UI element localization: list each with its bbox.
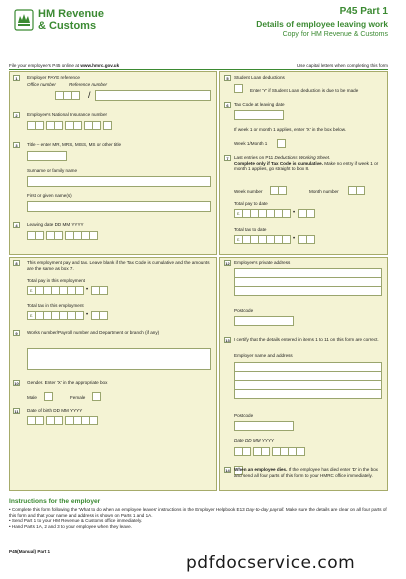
logo-line-2: & Customs [38, 20, 97, 32]
box1-office-label: Office number [27, 82, 56, 87]
crown-icon [14, 9, 34, 31]
box-number-6: 6 [224, 102, 231, 108]
box7-tax-cells[interactable]: £ • [234, 235, 314, 244]
box7-month-label: Month number [309, 189, 339, 194]
box14-bold: When an employee dies. [234, 467, 288, 472]
box3-firstname-label: First or given name(s) [27, 193, 72, 198]
box6-taxcode-input[interactable] [234, 110, 284, 120]
box9-title: Works number/Payroll number and Department or branch (if any) [27, 330, 160, 335]
box13-employer-label: Employer name and address [234, 353, 293, 358]
box12-address-line-3[interactable] [234, 286, 382, 296]
box14-rest: If the employee has died enter 'D' in the box and send all four parts of this form to your HMRC office immediately. [234, 467, 378, 478]
box7-title-text: Last entries on P11 [234, 155, 275, 160]
pound-sign: £ [27, 286, 36, 295]
box6-week-checkbox[interactable] [277, 139, 286, 148]
box6-note: If week 1 or month 1 applies, enter 'X' in the box below. [234, 127, 347, 132]
box13-employer-line-4[interactable] [234, 389, 382, 399]
box7-month-cells[interactable] [348, 186, 364, 195]
box-number-9: 9 [13, 330, 20, 336]
box11-dob-cells[interactable] [27, 416, 97, 425]
box10-male-checkbox[interactable] [44, 392, 53, 401]
box7-title-italic: Deductions Working Sheet. [274, 155, 331, 160]
hmrc-logo [14, 8, 104, 38]
box8-tax-label: Total tax in this employment [27, 303, 84, 308]
box-number-4: 4 [13, 222, 20, 228]
box-number-13: 13 [225, 338, 230, 343]
box7-week-label: Week number [234, 189, 263, 194]
instructions-list [9, 507, 389, 529]
instructions-heading: Instructions for the employer [9, 498, 101, 505]
box-number-2: 2 [13, 112, 20, 118]
box7-tax-label: Total tax to date [234, 227, 267, 232]
box1-office-cells[interactable] [55, 91, 79, 100]
box6-title: Tax Code at leaving date [234, 102, 285, 107]
instruction-item-3: • Hand Parts 1A, 2 and 3 to your employee when they leave. [9, 523, 132, 529]
box-number-10: 10 [14, 381, 19, 386]
box7-bold: Complete only if Tax Code is cumulative. [234, 160, 324, 166]
box2-ni-cells[interactable] [27, 121, 111, 130]
box7-week-cells[interactable] [270, 186, 286, 195]
pound-sign: £ [234, 235, 243, 244]
online-url[interactable]: www.hmrc.gov.uk [80, 63, 120, 68]
box11-title: Date of birth DD MM YYYY [27, 408, 83, 413]
box12-postcode-input[interactable] [234, 316, 294, 326]
instruction-item-1: • Complete this form following the 'What to do when an employee leaves' instructions in the Employer Helpbook E13 Day-to-day payroll. Make sure the details are clear on all four parts of this form and that your name and address is shown on Parts 1 and 1A. [9, 507, 387, 518]
box10-title: Gender. Enter 'X' in the appropriate box [27, 380, 108, 385]
box4-title: Leaving date DD MM YYYY [27, 222, 84, 227]
box8-pay-label: Total pay in this employment [27, 278, 85, 283]
box-number-1: 1 [13, 75, 20, 81]
box13-postcode-label: Postcode [234, 413, 254, 418]
pound-sign: £ [27, 311, 36, 320]
box4-date-cells[interactable] [27, 231, 97, 240]
box12-postcode-label: Postcode [234, 308, 254, 313]
box5-input[interactable] [234, 84, 243, 93]
box12-title: Employee's private address [234, 260, 291, 265]
box-number-14: 14 [225, 468, 230, 473]
box3-title-input[interactable] [27, 151, 67, 161]
box5-title: Student Loan deductions [234, 75, 285, 80]
box-number-8: 8 [13, 260, 20, 266]
form-title: Details of employee leaving work [256, 19, 388, 29]
box10-female-label: Female [70, 395, 86, 400]
box6-week-label: Week 1/Month 1 [234, 141, 268, 146]
box1-slash: / [88, 90, 91, 100]
box-number-5: 5 [224, 75, 231, 81]
box10-male-label: Male [27, 395, 37, 400]
box7-rest: Make no entry if week 1 or month 1 applies, go straight to box 8. [234, 160, 379, 172]
box-number-11: 11 [14, 409, 19, 414]
box3-firstname-input[interactable] [27, 201, 211, 212]
box3-surname-label: Surname or family name [27, 168, 78, 173]
box13-title: I certify that the details entered in items 1 to 11 on this form are correct. [234, 337, 379, 342]
box-number-12: 12 [225, 261, 230, 266]
box1-title: Employer PAYE reference [27, 75, 80, 80]
online-note [9, 63, 119, 68]
pound-sign: £ [234, 209, 243, 218]
instruction-item-2: • Send Part 1 to your HM Revenue & Customs office immediately. [9, 518, 143, 524]
logo-line-1: HM Revenue [38, 8, 105, 20]
box13-date-cells[interactable] [234, 447, 304, 456]
box9-input[interactable] [27, 348, 211, 370]
box7-title [234, 155, 384, 172]
form-id: P45 Part 1 [339, 6, 388, 17]
box14-text [234, 467, 384, 478]
box2-title: Employee's National Insurance number [27, 112, 108, 117]
box8-tax-cells[interactable]: £ • [27, 311, 107, 320]
box10-female-checkbox[interactable] [92, 392, 101, 401]
box5-note: Enter 'Y' if Student Loan deduction is due to be made [250, 88, 359, 93]
online-note-text: File your employee's P45 online at [9, 63, 81, 68]
box3-title: Title – enter MR, MRS, MISS, MS or other title [27, 142, 122, 147]
box13-postcode-input[interactable] [234, 421, 294, 431]
header-rule [9, 69, 388, 70]
watermark: pdfdocservice.com [186, 553, 356, 573]
box8-pay-cells[interactable]: £ • [27, 286, 107, 295]
box-number-7: 7 [224, 155, 231, 161]
box1-reference-input[interactable] [95, 90, 211, 101]
box-number-3: 3 [13, 142, 20, 148]
capitals-note: Use capital letters when completing this form [296, 63, 388, 68]
form-subtitle: Copy for HM Revenue & Customs [282, 31, 388, 38]
box7-pay-label: Total pay to date [234, 201, 268, 206]
box1-ref-label: Reference number [69, 82, 108, 87]
box13-date-label: Date DD MM YYYY [234, 438, 274, 443]
box3-surname-input[interactable] [27, 176, 211, 187]
footer-form-code: P45(Manual) Part 1 [9, 549, 51, 554]
box8-title: This employment pay and tax. Leave blank if the Tax Code is cumulative and the amounts are the same as box 7. [27, 260, 210, 271]
box7-pay-cells[interactable]: £ • [234, 209, 314, 218]
